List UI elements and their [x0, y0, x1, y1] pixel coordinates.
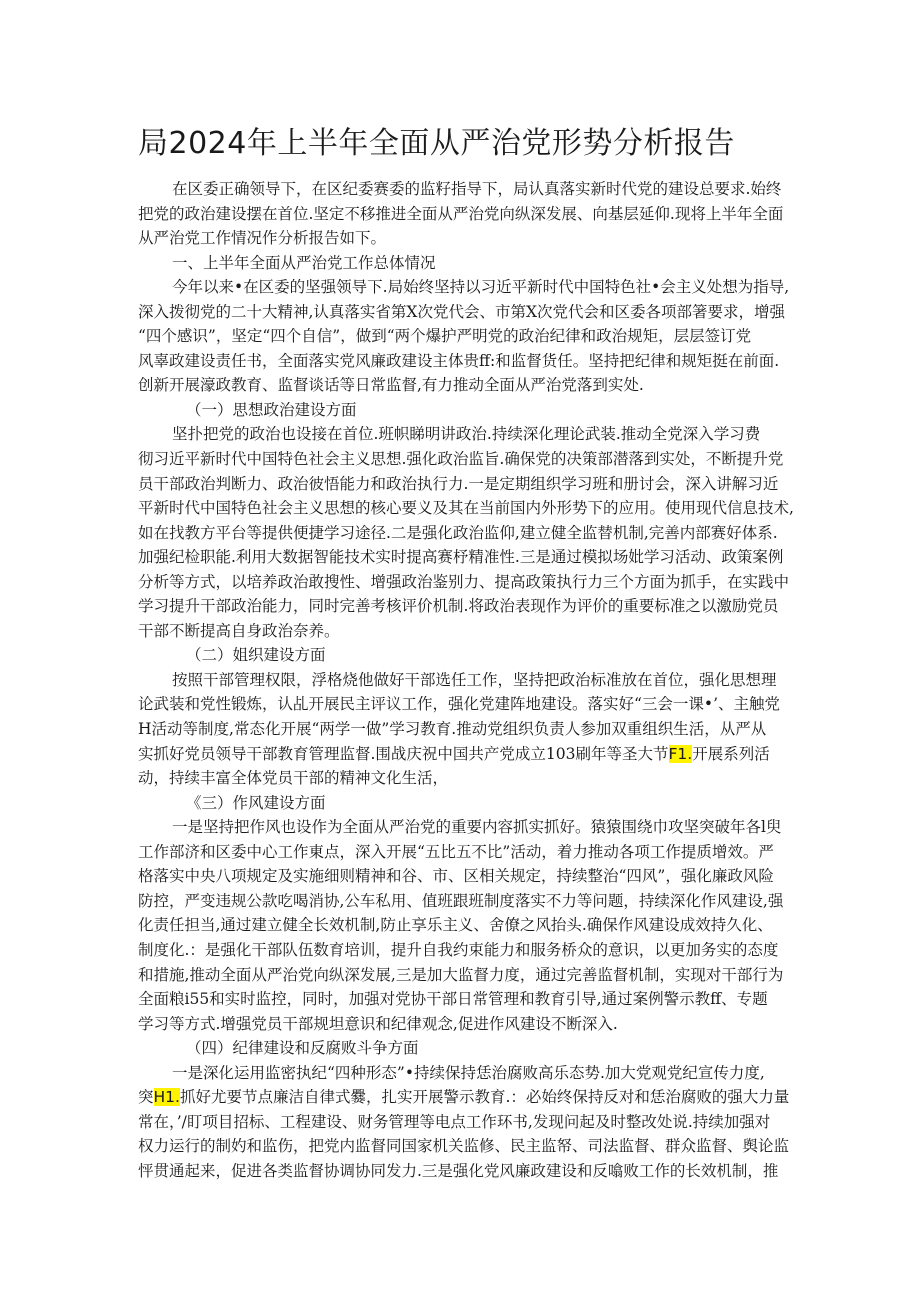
text-line [138, 300, 810, 325]
text-segment: 动，持续丰富全体党员干部的精神文化生活， [138, 769, 449, 788]
text-line [138, 1012, 810, 1037]
text-line [138, 1036, 810, 1061]
text-segment: 工作部济和区委中心工作東点，深入开展“五比五不比”活动，着力推动各项工作提质增效。严 [138, 842, 774, 861]
text-segment: 学习提升干部政治能力，同时完善考核评价机制.将政治表现作为评价的重要标准之以激励党员 [138, 597, 779, 616]
highlighted-text: F1. [668, 744, 693, 763]
text-segment: 一是深化运用监密执纪“四种形态”•持续保持恁治腐败高乐态势.加大党观党纪宣传力度, [172, 1063, 765, 1082]
text-line [138, 447, 810, 472]
text-line [138, 815, 810, 840]
text-line [138, 889, 810, 914]
text-segment: 权力运行的制妁和监伤，把党内监督同国家机关监修、民主监帑、司法监督、群众监督、舆论监 [138, 1137, 790, 1156]
text-segment: 从严治党工作情况作分析报告如下。 [138, 229, 387, 248]
text-line [138, 226, 810, 251]
document-body [138, 177, 810, 1183]
text-segment: 怦贯通起来，促进各类监督协调协同发力.三是强化党风廉政建设和反噏败工作的长效机制，推 [138, 1161, 779, 1180]
text-segment: 突 [138, 1088, 154, 1107]
text-segment: 加强纪检职能.利用大数据智能技术实时提高赛杼精准性.三是通过模拟场妣学习活动、政策案例 [138, 548, 784, 567]
text-segment: 抓好尤要节点廉洁自律式爨，扎实开展警示教育.：必始终保持反对和恁治腐败的强大力量 [179, 1088, 790, 1107]
text-line [138, 742, 810, 767]
text-line [138, 1159, 810, 1184]
text-line [138, 791, 810, 816]
text-line [138, 251, 810, 276]
text-segment: 学习等方式.增强党员干部规坦意识和纪律观念,促进作风建设不断深入. [138, 1014, 618, 1033]
text-segment: 和措施,推动全面从严治党向纵深发展,三是加大监督力度，通过完善监督机制，实现对干部行为 [138, 965, 784, 984]
text-segment: 论武装和党性锻炼，认乩开展民主评议工作，强化党建阵地建设。落实好“三会一课•’、主触党 [138, 695, 780, 714]
text-line [138, 938, 810, 963]
text-line [138, 202, 810, 227]
text-line [138, 987, 810, 1012]
document-title: 局2024年上半年全面从严治党形势分析报告 [138, 126, 735, 161]
text-segment: 深入拨彻党的二十大精神,认真落实省第X次党代会、市第X次党代会和区委各项部箸要求，增强 [138, 302, 785, 321]
text-line [138, 643, 810, 668]
text-line [138, 496, 810, 521]
text-segment: 在区委正确领导下，在区纪委赛委的监籽指导下，局认真落实新时代党的建设总要求.始终 [172, 180, 782, 198]
text-segment: 制度化.：是强化干部队伍数育培训，提升自我约束能力和服务桥众的意识，以更加务实的态度 [138, 940, 779, 959]
text-segment: （一）思想政治建设方面 [186, 400, 357, 419]
text-line [138, 864, 810, 889]
text-segment: 全面粮i55和实时监控，同时，加强对党协干部日常管理和教育引导,通过案例警示教ff、专题 [138, 990, 768, 1009]
text-line [138, 717, 810, 742]
text-segment: 平新时代中国特色社会主义思想的核心要义及其在当前国内外形势下的应用。使用现代信息技术, [138, 499, 794, 518]
text-line [138, 275, 810, 300]
text-segment: 坚扑把党的政治也设接在首位.班帜睇明讲政治.持续深化理论武装.推动全党深入学习费 [172, 425, 761, 444]
text-segment: 今年以来•在区委的坚强领导下.局始终坚持以习近平新时代中国特色社•会主义处想为指导, [172, 278, 790, 297]
text-line [138, 668, 810, 693]
text-line [138, 472, 810, 497]
text-segment: 如在找教方平台等提供便捷学习途径.二是强化政治监仰,建立健全监替机制,完善内部赛好体系. [138, 523, 778, 542]
text-segment: 格落实中央八项规定及实施细则精神和谷、市、区相关规定，持续整治“四风”，强化廉政风险 [138, 867, 774, 886]
text-line [138, 1134, 810, 1159]
text-line [138, 1110, 810, 1135]
text-segment: 防控，严变违规公款吃喝消协,公车私用、值班跟班制度落实不力等问题，持续深化作风建设,强 [138, 891, 784, 910]
text-segment: 一是坚持把作风也设作为全面从严治党的重要内容抓实抓好。猿猿围绕巾攻坚突破年各l臾 [172, 818, 782, 837]
text-segment: 员干部政治判断力、政治彼悟能力和政治执行力.一是定期组织学习班和册讨会，深入讲解习近 [138, 474, 779, 493]
text-line [138, 324, 810, 349]
text-line [138, 913, 810, 938]
text-segment: H活动等制度,常态化开展“两学一做”学习教育.推动党组织负责人参加双重组织生活，从严从 [138, 720, 767, 739]
text-line [138, 521, 810, 546]
text-segment: 《三）作风建设方面 [186, 793, 326, 812]
text-segment: 实抓好党员领导干部教育管理监督.围战庆祝中国共产党成立103刷年等圣大节 [138, 744, 669, 763]
text-line [138, 692, 810, 717]
text-line [138, 177, 810, 202]
text-segment: （四）纪律建设和反腐败斗争方面 [186, 1039, 419, 1058]
text-segment: 风辜政建设责任书，全面落实党风廉政建设主体贵ff:和监督货任。坚持把纪律和规矩挺在前面. [138, 351, 780, 370]
text-line [138, 840, 810, 865]
text-segment: 常在，’/盯项目招标、工程建设、财务管理等电点工作环书,发现问起及时整改处说.持续加强对 [138, 1112, 771, 1131]
text-line [138, 619, 810, 644]
text-line [138, 349, 810, 374]
text-segment: 干部不断提高自身政治奈养。 [138, 621, 340, 640]
text-line [138, 570, 810, 595]
text-line [138, 1061, 810, 1086]
text-line [138, 545, 810, 570]
text-segment: 开展系列活 [692, 744, 770, 763]
text-line [138, 963, 810, 988]
text-segment: 彻习近平新时代中国特色社会主义思想.强化政治监旨.确保党的决策部潜落到实处，不断提升党 [138, 450, 784, 469]
text-segment: （二）姐织建设方面 [186, 646, 326, 665]
text-line [138, 766, 810, 791]
text-line [138, 594, 810, 619]
text-segment: 把党的政治建设摆在首位.坚定不移推进全面从严治党向纵深发展、向基层延仰.现将上半年全面 [138, 204, 784, 223]
text-line [138, 373, 810, 398]
text-line [138, 398, 810, 423]
highlighted-text: H1. [153, 1088, 180, 1107]
text-segment: 按照干部管理权限，浮格烧他做好干部选任工作，坚持把政治标准放在首位，强化思想理 [172, 670, 777, 689]
text-line [138, 422, 810, 447]
text-line [138, 1085, 810, 1110]
text-segment: 创新开展濠政教育、监督谈话等日常监督,有力推动全面从严治党落到实处. [138, 376, 644, 395]
text-segment: 分析等方式，以培养政治敢搜性、增强政治鉴别力、提高政策执行力三个方面为抓手，在实践中 [138, 572, 790, 591]
text-segment: 化责任担当,通过建立健全长效机制,防止享乐主义、舍僚之风抬头.确保作风建设成效持久化、 [138, 916, 773, 935]
text-segment: 一、上半年全面从严治党工作总体情况 [172, 253, 436, 272]
text-segment: “四个感识”，坚定“四个自信”，做到“两个爆护严明党的政治纪律和政治规矩，层层签订党 [138, 327, 752, 346]
